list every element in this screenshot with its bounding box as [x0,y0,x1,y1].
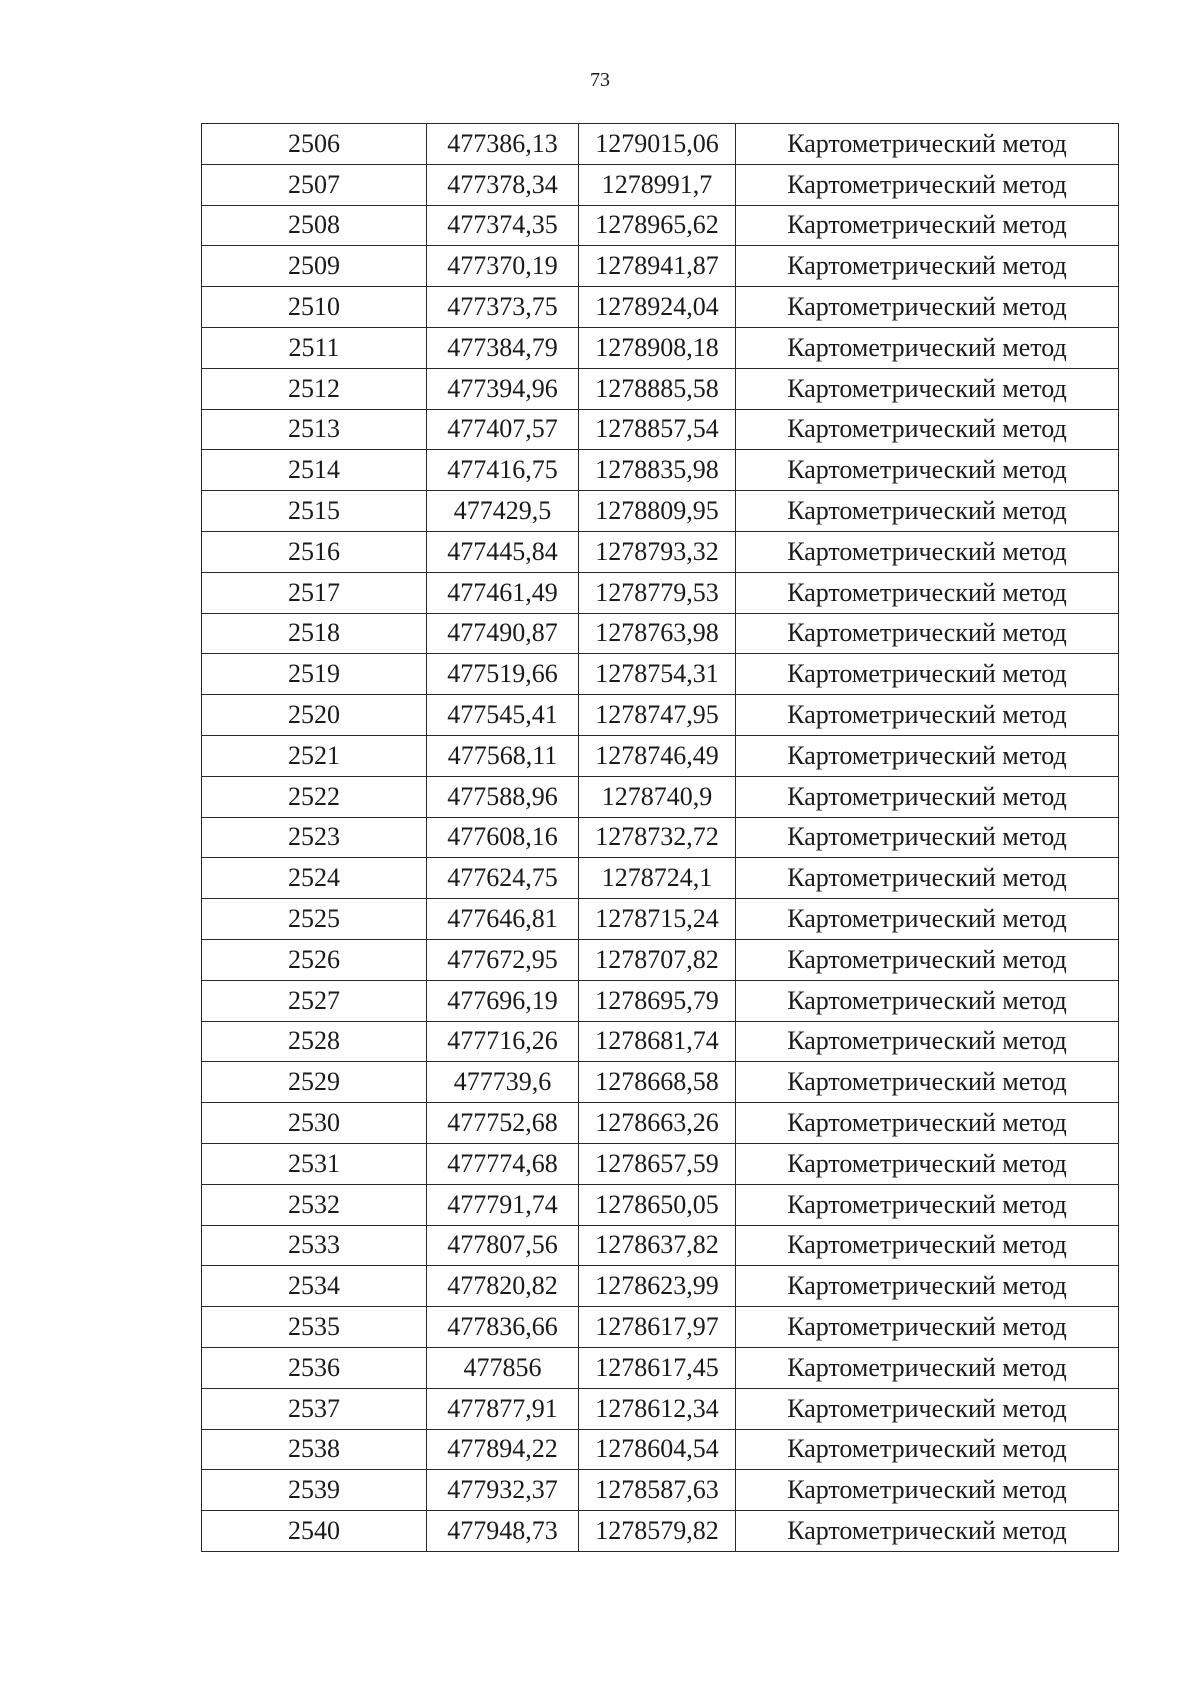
point-number-cell: 2522 [202,776,427,817]
x-coordinate-cell: 477791,74 [427,1184,579,1225]
table-row [202,1511,1119,1552]
coordinates-table [201,123,1119,1552]
y-coordinate-cell: 1278657,59 [579,1143,736,1184]
point-number-cell: 2518 [202,613,427,654]
x-coordinate-cell: 477807,56 [427,1225,579,1266]
x-coordinate-cell: 477519,66 [427,654,579,695]
table-row [202,939,1119,980]
method-cell: Картометрический метод [736,246,1119,287]
method-cell: Картометрический метод [736,287,1119,328]
point-number-cell: 2513 [202,409,427,450]
point-number-cell: 2537 [202,1388,427,1429]
x-coordinate-cell: 477820,82 [427,1266,579,1307]
point-number-cell: 2532 [202,1184,427,1225]
point-number-cell: 2540 [202,1511,427,1552]
method-cell: Картометрический метод [736,654,1119,695]
point-number-cell: 2534 [202,1266,427,1307]
x-coordinate-cell: 477378,34 [427,164,579,205]
point-number-cell: 2517 [202,572,427,613]
point-number-cell: 2516 [202,531,427,572]
method-cell: Картометрический метод [736,1184,1119,1225]
x-coordinate-cell: 477752,68 [427,1103,579,1144]
table-row [202,368,1119,409]
method-cell: Картометрический метод [736,1225,1119,1266]
x-coordinate-cell: 477373,75 [427,287,579,328]
x-coordinate-cell: 477716,26 [427,1021,579,1062]
table-row [202,1347,1119,1388]
method-cell: Картометрический метод [736,164,1119,205]
x-coordinate-cell: 477374,35 [427,205,579,246]
method-cell: Картометрический метод [736,1143,1119,1184]
x-coordinate-cell: 477932,37 [427,1470,579,1511]
x-coordinate-cell: 477646,81 [427,899,579,940]
x-coordinate-cell: 477445,84 [427,531,579,572]
y-coordinate-cell: 1278724,1 [579,858,736,899]
method-cell: Картометрический метод [736,695,1119,736]
y-coordinate-cell: 1278754,31 [579,654,736,695]
method-cell: Картометрический метод [736,939,1119,980]
table-row [202,450,1119,491]
point-number-cell: 2523 [202,817,427,858]
point-number-cell: 2515 [202,491,427,532]
table-row [202,205,1119,246]
x-coordinate-cell: 477490,87 [427,613,579,654]
x-coordinate-cell: 477774,68 [427,1143,579,1184]
x-coordinate-cell: 477894,22 [427,1429,579,1470]
method-cell: Картометрический метод [736,1511,1119,1552]
method-cell: Картометрический метод [736,1347,1119,1388]
table-row [202,858,1119,899]
table-row [202,164,1119,205]
x-coordinate-cell: 477407,57 [427,409,579,450]
x-coordinate-cell: 477429,5 [427,491,579,532]
y-coordinate-cell: 1278857,54 [579,409,736,450]
y-coordinate-cell: 1278617,97 [579,1307,736,1348]
x-coordinate-cell: 477856 [427,1347,579,1388]
y-coordinate-cell: 1278908,18 [579,327,736,368]
y-coordinate-cell: 1278965,62 [579,205,736,246]
point-number-cell: 2507 [202,164,427,205]
y-coordinate-cell: 1278746,49 [579,735,736,776]
method-cell: Картометрический метод [736,1429,1119,1470]
table-row [202,899,1119,940]
method-cell: Картометрический метод [736,899,1119,940]
point-number-cell: 2536 [202,1347,427,1388]
x-coordinate-cell: 477948,73 [427,1511,579,1552]
y-coordinate-cell: 1278809,95 [579,491,736,532]
table-row [202,1470,1119,1511]
table-row [202,246,1119,287]
method-cell: Картометрический метод [736,450,1119,491]
y-coordinate-cell: 1278715,24 [579,899,736,940]
x-coordinate-cell: 477672,95 [427,939,579,980]
x-coordinate-cell: 477624,75 [427,858,579,899]
table-row [202,327,1119,368]
y-coordinate-cell: 1279015,06 [579,124,736,165]
method-cell: Картометрический метод [736,572,1119,613]
method-cell: Картометрический метод [736,980,1119,1021]
table-row [202,654,1119,695]
y-coordinate-cell: 1278617,45 [579,1347,736,1388]
method-cell: Картометрический метод [736,327,1119,368]
x-coordinate-cell: 477739,6 [427,1062,579,1103]
y-coordinate-cell: 1278885,58 [579,368,736,409]
table-row [202,531,1119,572]
method-cell: Картометрический метод [736,1062,1119,1103]
method-cell: Картометрический метод [736,1470,1119,1511]
method-cell: Картометрический метод [736,409,1119,450]
method-cell: Картометрический метод [736,1388,1119,1429]
point-number-cell: 2519 [202,654,427,695]
point-number-cell: 2512 [202,368,427,409]
method-cell: Картометрический метод [736,776,1119,817]
x-coordinate-cell: 477416,75 [427,450,579,491]
y-coordinate-cell: 1278707,82 [579,939,736,980]
y-coordinate-cell: 1278740,9 [579,776,736,817]
table-row [202,776,1119,817]
table-row [202,980,1119,1021]
y-coordinate-cell: 1278668,58 [579,1062,736,1103]
method-cell: Картометрический метод [736,858,1119,899]
x-coordinate-cell: 477836,66 [427,1307,579,1348]
point-number-cell: 2509 [202,246,427,287]
point-number-cell: 2538 [202,1429,427,1470]
x-coordinate-cell: 477461,49 [427,572,579,613]
method-cell: Картометрический метод [736,124,1119,165]
y-coordinate-cell: 1278612,34 [579,1388,736,1429]
y-coordinate-cell: 1278695,79 [579,980,736,1021]
x-coordinate-cell: 477588,96 [427,776,579,817]
x-coordinate-cell: 477394,96 [427,368,579,409]
point-number-cell: 2533 [202,1225,427,1266]
x-coordinate-cell: 477386,13 [427,124,579,165]
y-coordinate-cell: 1278835,98 [579,450,736,491]
table-row [202,1388,1119,1429]
table-row [202,287,1119,328]
point-number-cell: 2508 [202,205,427,246]
method-cell: Картометрический метод [736,368,1119,409]
y-coordinate-cell: 1278663,26 [579,1103,736,1144]
method-cell: Картометрический метод [736,205,1119,246]
y-coordinate-cell: 1278587,63 [579,1470,736,1511]
x-coordinate-cell: 477608,16 [427,817,579,858]
table-row [202,1184,1119,1225]
x-coordinate-cell: 477370,19 [427,246,579,287]
method-cell: Картометрический метод [736,491,1119,532]
method-cell: Картометрический метод [736,613,1119,654]
y-coordinate-cell: 1278623,99 [579,1266,736,1307]
y-coordinate-cell: 1278941,87 [579,246,736,287]
method-cell: Картометрический метод [736,1307,1119,1348]
table-row [202,124,1119,165]
table-row [202,491,1119,532]
table-row [202,695,1119,736]
point-number-cell: 2529 [202,1062,427,1103]
table-row [202,1062,1119,1103]
method-cell: Картометрический метод [736,735,1119,776]
x-coordinate-cell: 477568,11 [427,735,579,776]
y-coordinate-cell: 1278747,95 [579,695,736,736]
x-coordinate-cell: 477384,79 [427,327,579,368]
method-cell: Картометрический метод [736,817,1119,858]
point-number-cell: 2530 [202,1103,427,1144]
y-coordinate-cell: 1278579,82 [579,1511,736,1552]
point-number-cell: 2539 [202,1470,427,1511]
table-row [202,1307,1119,1348]
table-row [202,1143,1119,1184]
table-row [202,1103,1119,1144]
table-row [202,817,1119,858]
point-number-cell: 2527 [202,980,427,1021]
table-row [202,572,1119,613]
point-number-cell: 2531 [202,1143,427,1184]
point-number-cell: 2521 [202,735,427,776]
coordinates-table-body [202,124,1119,1552]
table-row [202,1225,1119,1266]
table-row [202,1266,1119,1307]
y-coordinate-cell: 1278779,53 [579,572,736,613]
table-row [202,1021,1119,1062]
y-coordinate-cell: 1278650,05 [579,1184,736,1225]
x-coordinate-cell: 477877,91 [427,1388,579,1429]
y-coordinate-cell: 1278604,54 [579,1429,736,1470]
y-coordinate-cell: 1278732,72 [579,817,736,858]
page-number: 73 [590,69,610,91]
method-cell: Картометрический метод [736,531,1119,572]
table-row [202,735,1119,776]
point-number-cell: 2514 [202,450,427,491]
point-number-cell: 2510 [202,287,427,328]
point-number-cell: 2520 [202,695,427,736]
table-row [202,409,1119,450]
table-row [202,1429,1119,1470]
point-number-cell: 2526 [202,939,427,980]
y-coordinate-cell: 1278924,04 [579,287,736,328]
point-number-cell: 2511 [202,327,427,368]
method-cell: Картометрический метод [736,1266,1119,1307]
point-number-cell: 2524 [202,858,427,899]
method-cell: Картометрический метод [736,1021,1119,1062]
x-coordinate-cell: 477545,41 [427,695,579,736]
method-cell: Картометрический метод [736,1103,1119,1144]
point-number-cell: 2535 [202,1307,427,1348]
point-number-cell: 2528 [202,1021,427,1062]
table-row [202,613,1119,654]
y-coordinate-cell: 1278681,74 [579,1021,736,1062]
point-number-cell: 2506 [202,124,427,165]
x-coordinate-cell: 477696,19 [427,980,579,1021]
y-coordinate-cell: 1278637,82 [579,1225,736,1266]
y-coordinate-cell: 1278763,98 [579,613,736,654]
y-coordinate-cell: 1278991,7 [579,164,736,205]
y-coordinate-cell: 1278793,32 [579,531,736,572]
point-number-cell: 2525 [202,899,427,940]
